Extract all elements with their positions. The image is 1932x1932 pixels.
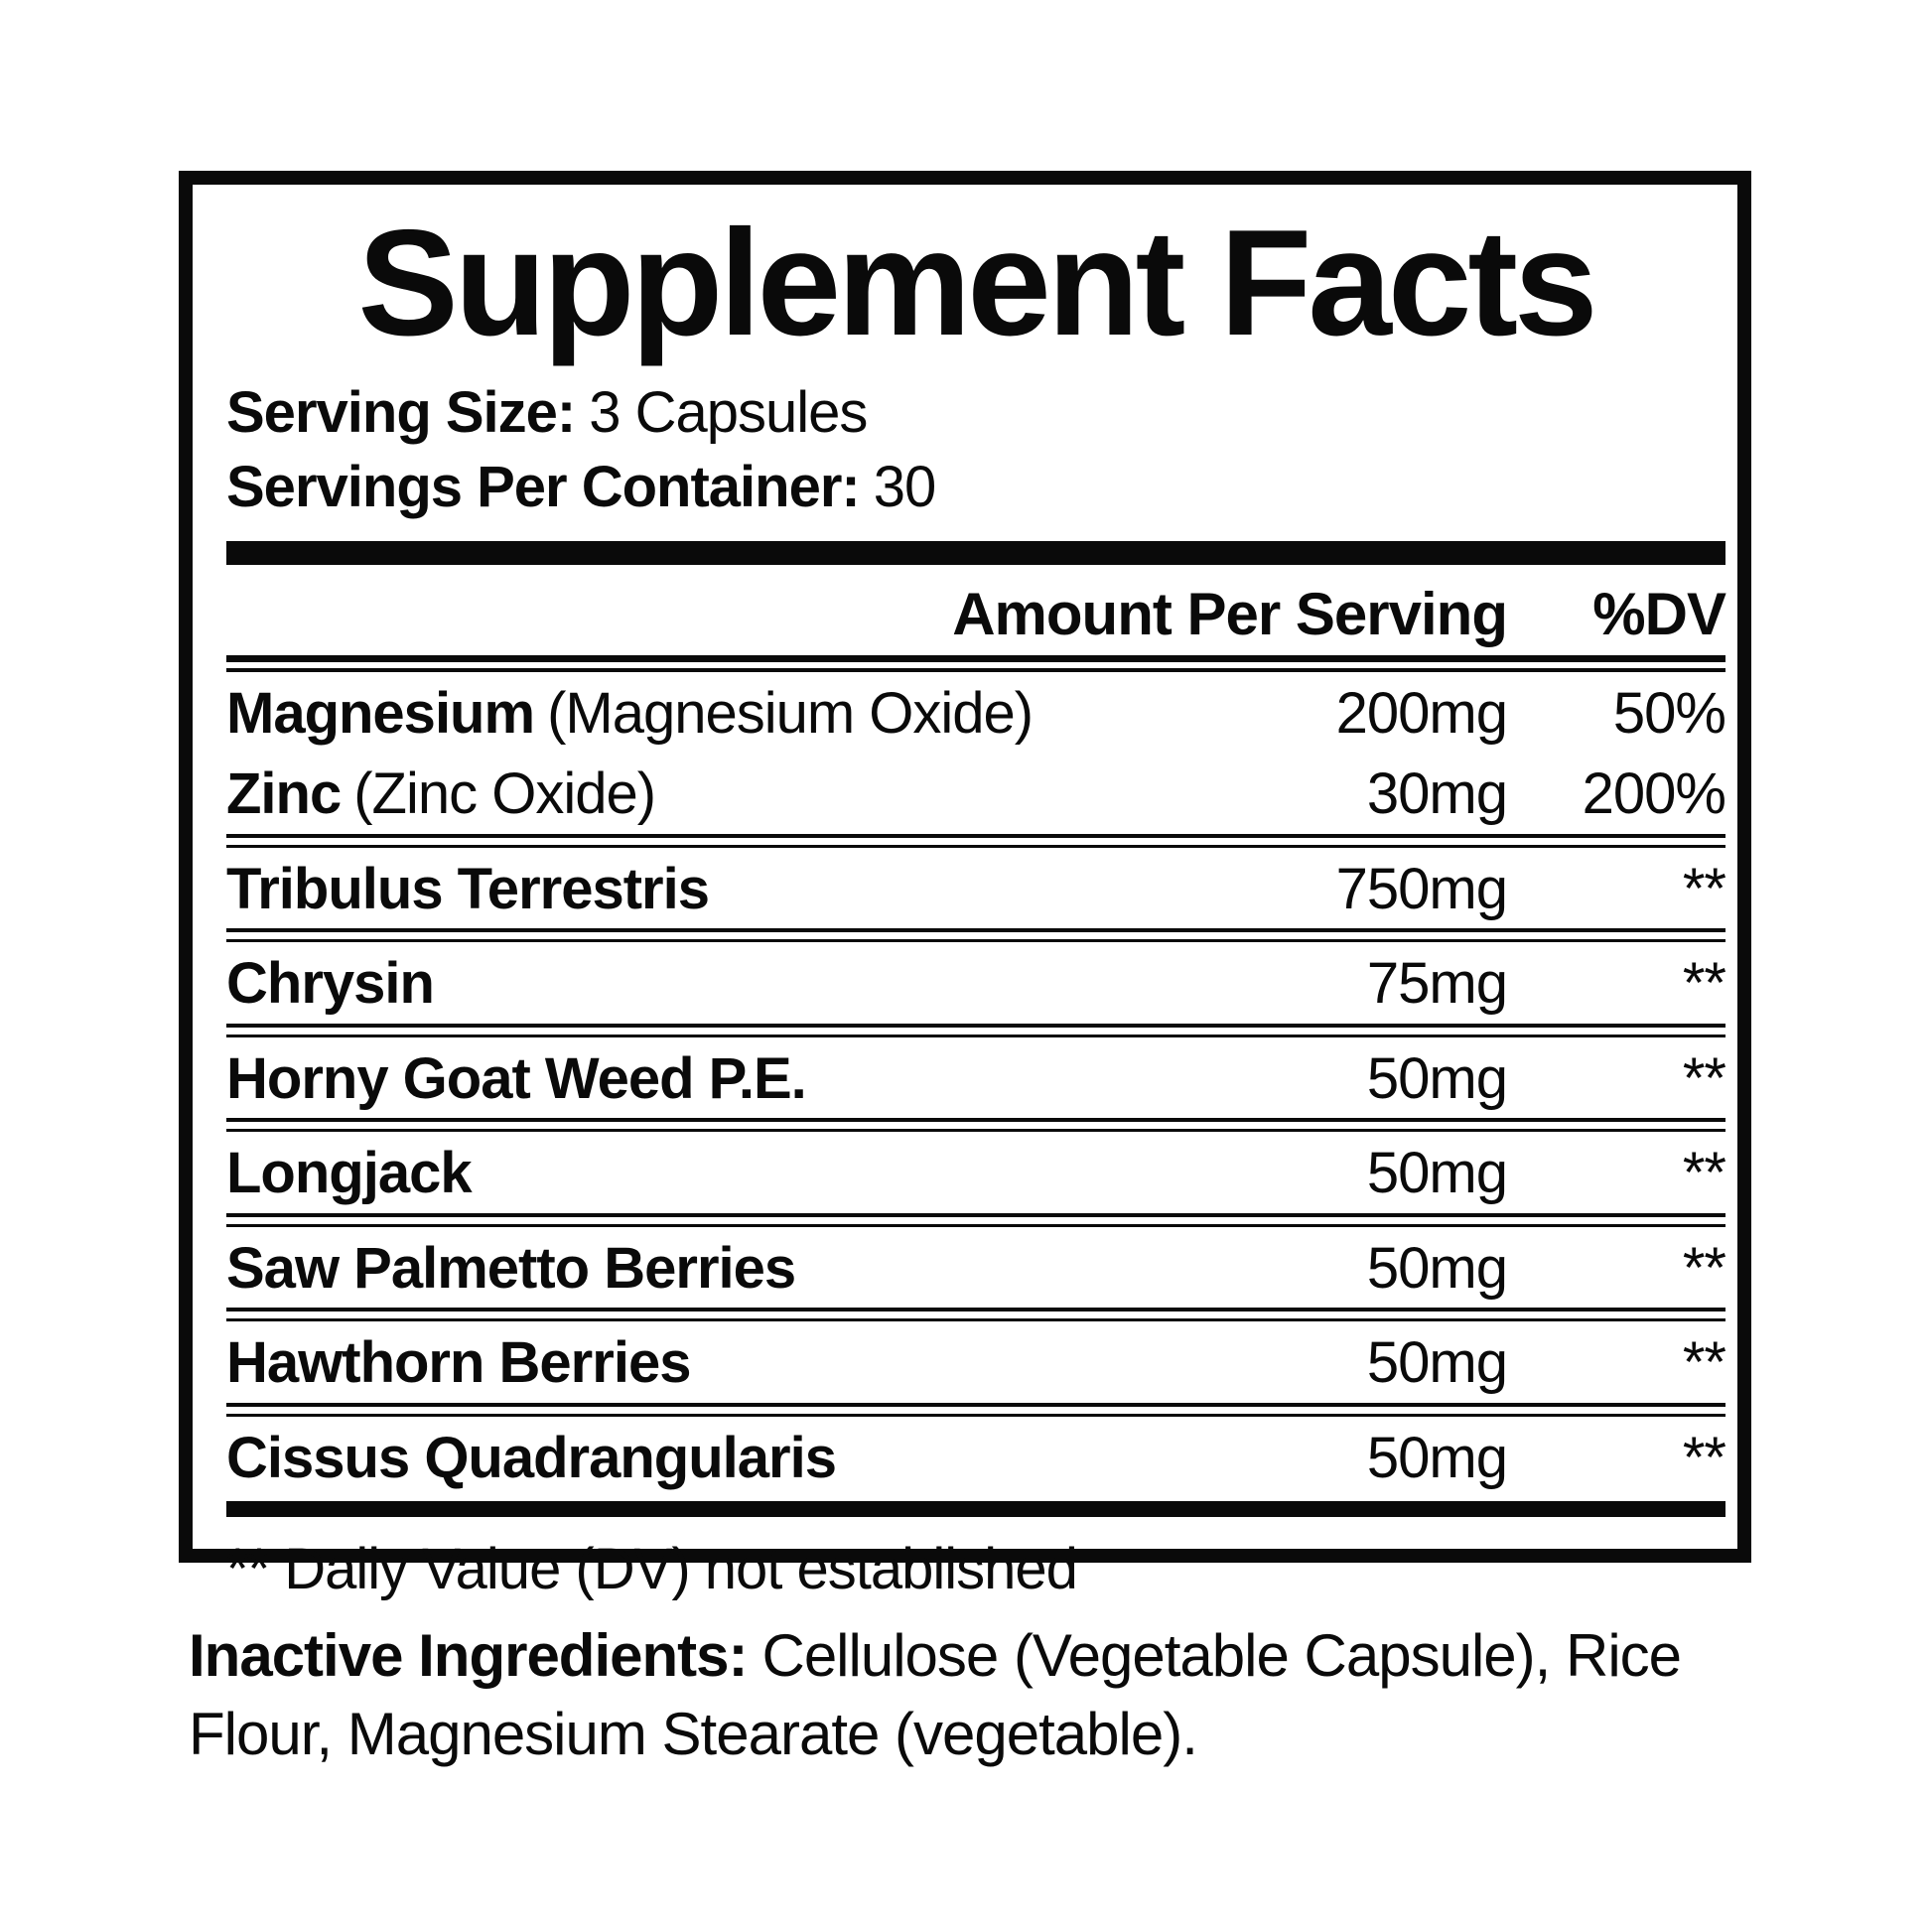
row-divider <box>226 834 1725 848</box>
ingredient-name-cell <box>226 1425 1150 1490</box>
ingredient-name: Chrysin <box>226 951 434 1017</box>
ingredient-detail: (Magnesium Oxide) <box>547 680 1034 746</box>
row-divider <box>226 928 1725 942</box>
ingredient-dv: ** <box>1682 1141 1725 1206</box>
ingredient-row-saw-palmetto <box>226 1227 1725 1308</box>
ingredient-name-cell <box>226 1045 1150 1111</box>
ingredient-name-cell <box>226 761 1150 827</box>
ingredient-name-cell <box>226 1330 1150 1396</box>
header-divider <box>226 655 1725 672</box>
ingredient-dv: ** <box>1682 951 1725 1017</box>
ingredient-amount: 30mg <box>1366 761 1507 827</box>
inactive-ingredients-label: Inactive Ingredients: <box>189 1622 748 1689</box>
ingredient-name-cell <box>226 951 1150 1017</box>
supplement-facts-panel <box>179 171 1751 1602</box>
row-divider <box>226 1213 1725 1227</box>
ingredient-amount: 75mg <box>1366 951 1507 1017</box>
ingredient-name-cell <box>226 680 1150 746</box>
ingredient-dv: ** <box>1682 1045 1725 1111</box>
row-divider <box>226 1024 1725 1037</box>
inactive-ingredients-text: Cellulose (Vegetable Capsule), Rice Flour, Magnesium Stearate (vegetable). <box>189 1622 1682 1768</box>
ingredient-row-magnesium <box>226 672 1725 753</box>
ingredient-name: Tribulus Terrestris <box>226 856 709 921</box>
thick-divider-bottom <box>226 1501 1725 1517</box>
ingredient-name: Hawthorn Berries <box>226 1330 691 1396</box>
percent-dv-header: %DV <box>1592 580 1725 647</box>
table-header-row <box>226 575 1725 655</box>
ingredient-row-longjack <box>226 1132 1725 1212</box>
ingredient-dv: ** <box>1682 1330 1725 1396</box>
ingredient-name: Horny Goat Weed P.E. <box>226 1045 806 1111</box>
ingredient-detail: (Zinc Oxide) <box>353 761 656 827</box>
ingredient-name-cell <box>226 1141 1150 1206</box>
servings-per-container-value: 30 <box>873 455 936 520</box>
ingredient-row-tribulus <box>226 848 1725 928</box>
dv-footnote: ** Daily Value (DV) not established <box>226 1537 1077 1602</box>
ingredient-amount: 50mg <box>1366 1235 1507 1301</box>
ingredient-dv: ** <box>1682 1425 1725 1490</box>
ingredient-row-chrysin <box>226 942 1725 1023</box>
ingredient-name: Cissus Quadrangularis <box>226 1425 836 1490</box>
ingredient-name: Magnesium <box>226 680 535 746</box>
row-divider <box>226 1308 1725 1321</box>
row-divider <box>226 1403 1725 1417</box>
ingredient-dv: 50% <box>1612 680 1725 746</box>
amount-per-serving-header: Amount Per Serving <box>952 580 1507 647</box>
ingredient-row-hawthorn <box>226 1321 1725 1402</box>
ingredient-name: Longjack <box>226 1141 472 1206</box>
ingredient-name: Zinc <box>226 761 342 827</box>
ingredient-amount: 200mg <box>1335 680 1507 746</box>
ingredient-amount: 750mg <box>1335 856 1507 921</box>
ingredient-dv: 200% <box>1582 761 1725 827</box>
panel-title: Supplement Facts <box>357 199 1594 367</box>
ingredient-name: Saw Palmetto Berries <box>226 1235 796 1301</box>
thick-divider-top <box>226 541 1725 565</box>
row-divider <box>226 1118 1725 1132</box>
ingredient-amount: 50mg <box>1366 1330 1507 1396</box>
inactive-ingredients <box>189 1616 1708 1773</box>
servings-per-container-label: Servings Per Container: <box>226 455 860 520</box>
serving-size-label: Serving Size: <box>226 380 576 446</box>
serving-size-line <box>226 375 1725 450</box>
ingredient-row-zinc <box>226 753 1725 833</box>
serving-size-value: 3 Capsules <box>589 380 868 446</box>
servings-per-container-line <box>226 450 1725 524</box>
ingredient-amount: 50mg <box>1366 1425 1507 1490</box>
ingredient-name-cell <box>226 1235 1150 1301</box>
ingredient-amount: 50mg <box>1366 1045 1507 1111</box>
ingredient-amount: 50mg <box>1366 1141 1507 1206</box>
ingredient-row-horny-goat-weed <box>226 1037 1725 1118</box>
ingredient-dv: ** <box>1682 1235 1725 1301</box>
ingredient-name-cell <box>226 856 1150 921</box>
ingredient-dv: ** <box>1682 856 1725 921</box>
ingredient-row-cissus <box>226 1417 1725 1497</box>
